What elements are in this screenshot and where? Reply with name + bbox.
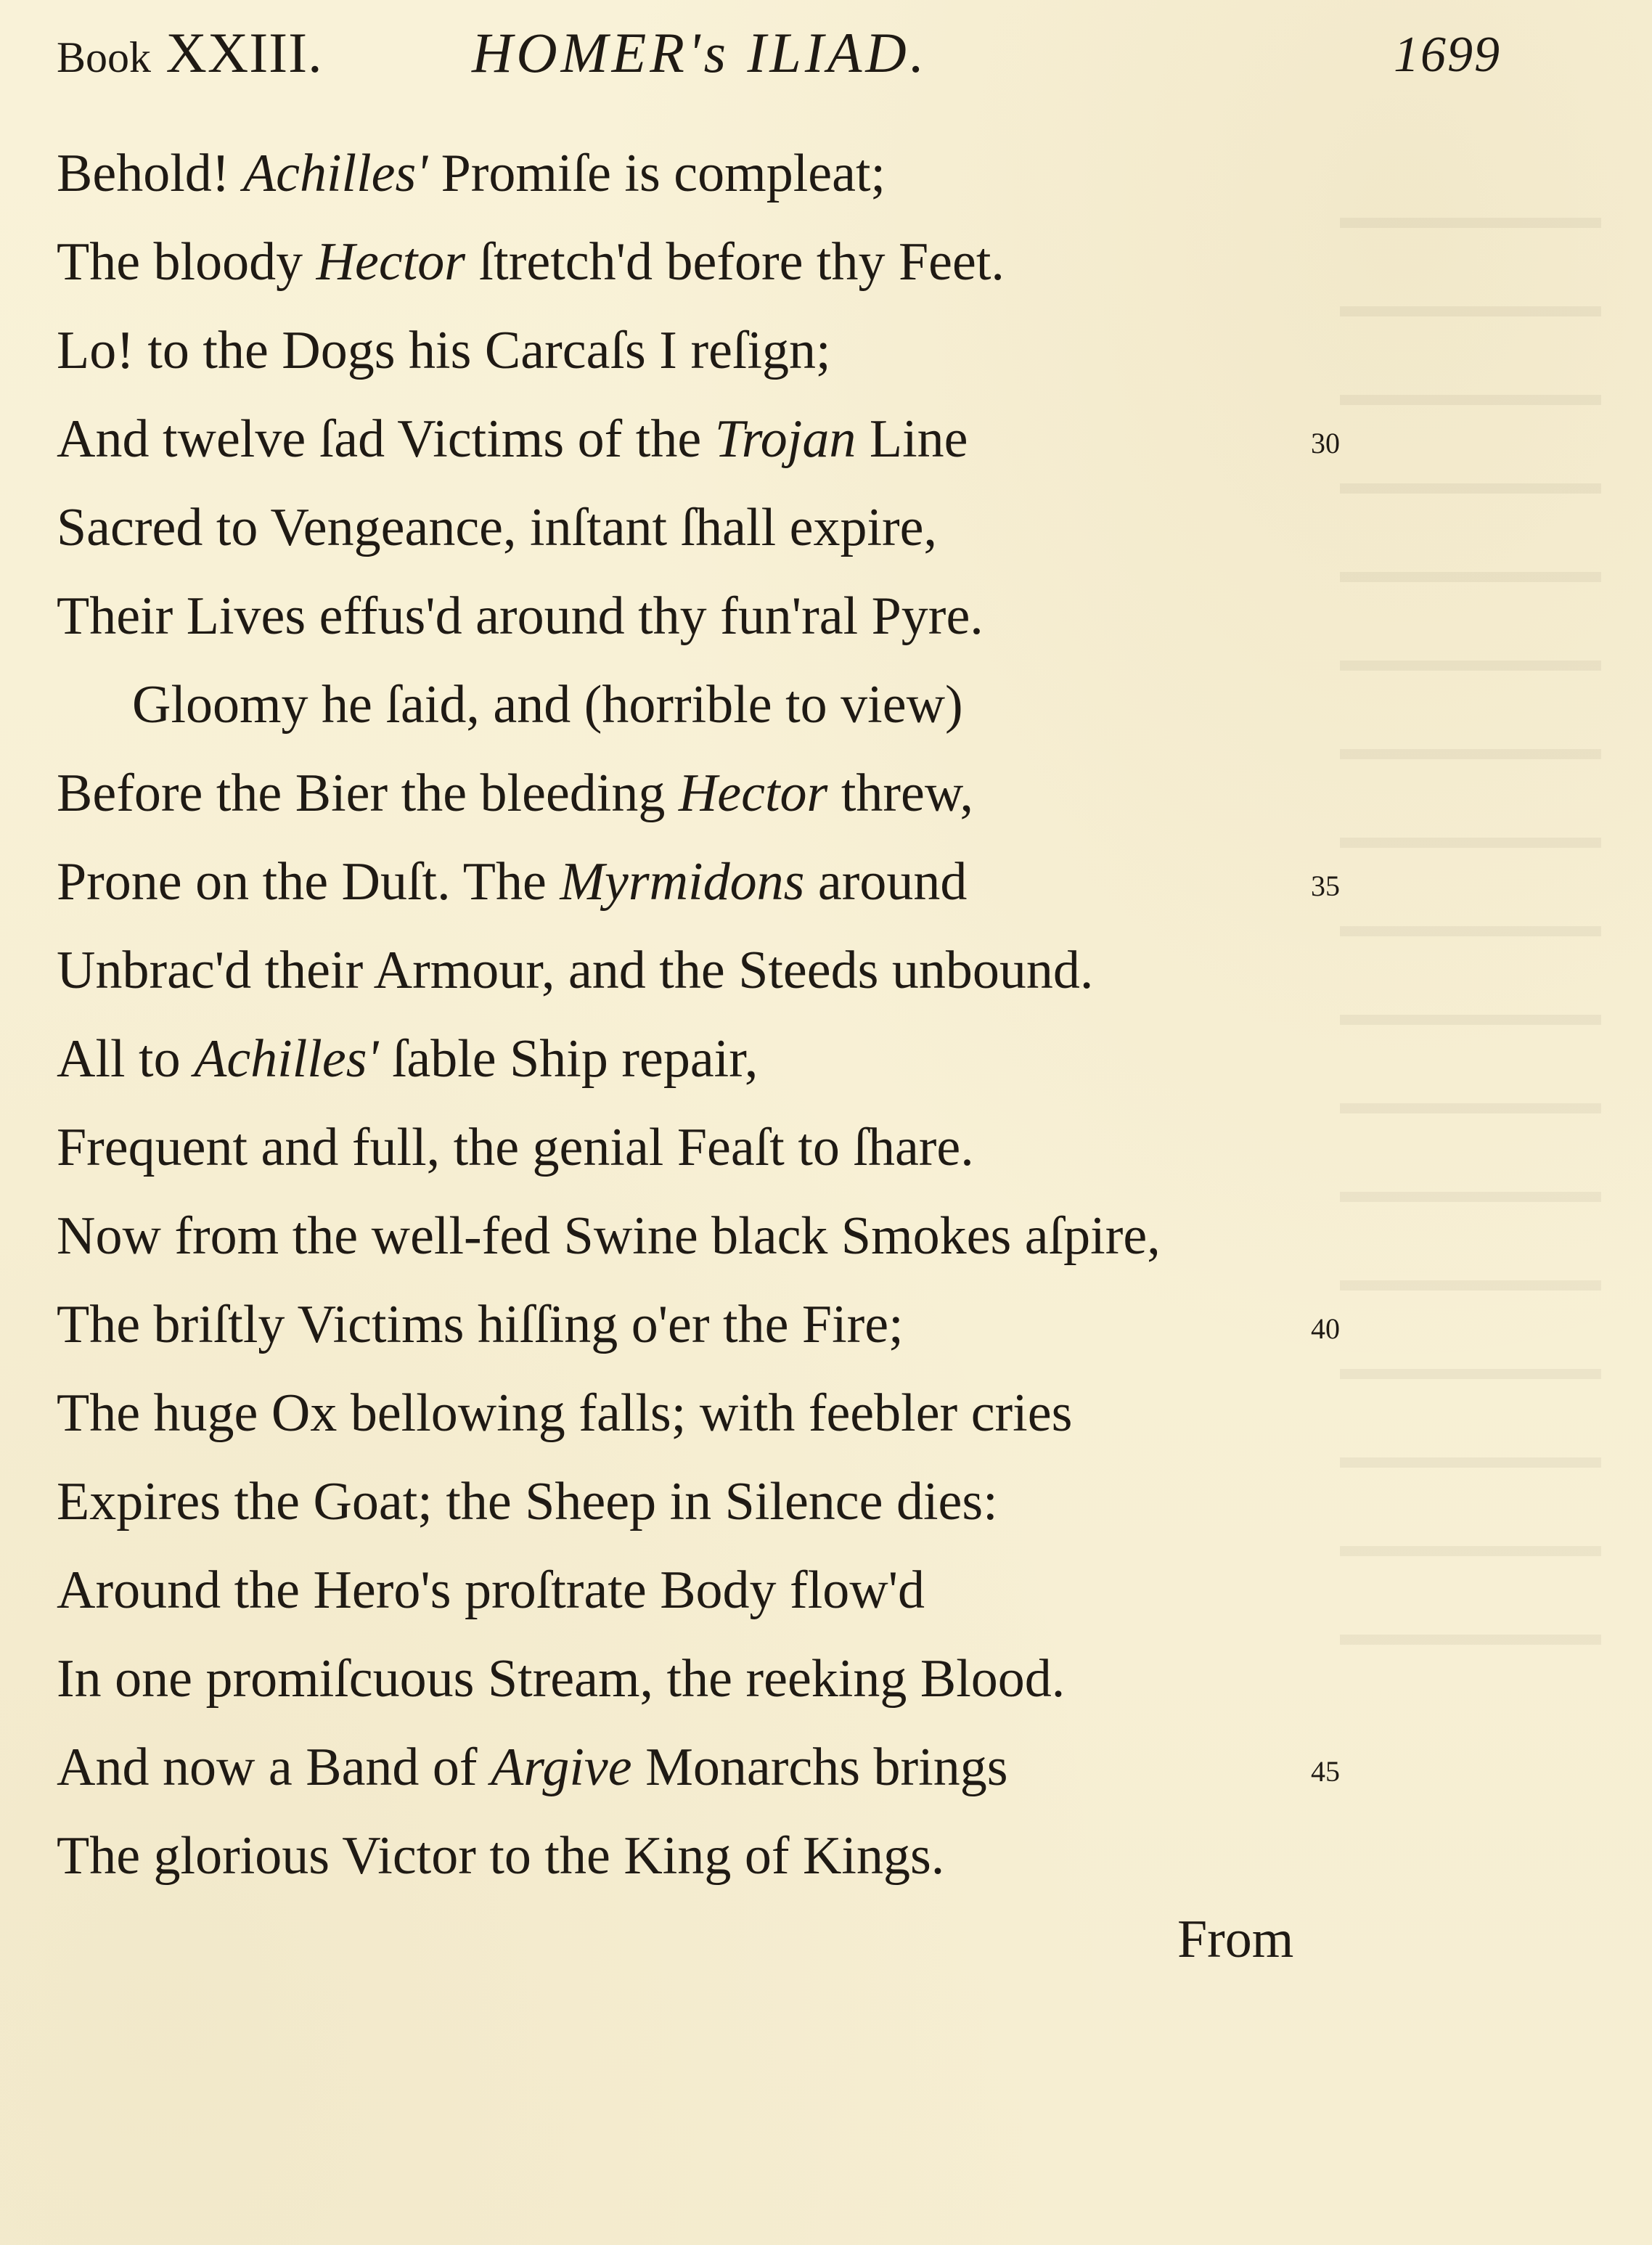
verse-line-text — [57, 1561, 925, 1620]
verse-line-text — [57, 1118, 974, 1177]
verse-segment: Lo! to the Dogs his Carcaſs I reſign; — [57, 321, 831, 380]
line-number: 35 — [1311, 870, 1340, 902]
book-label: Book — [57, 33, 152, 81]
verse-line — [57, 1457, 1334, 1546]
verse-line — [57, 661, 1334, 749]
verse-line — [57, 1812, 1334, 1900]
italic-name: Achilles' — [242, 144, 428, 203]
verse-segment: Unbrac'd their Armour, and the Steeds unbound. — [57, 941, 1094, 1000]
italic-name: Hector — [316, 232, 466, 292]
verse-segment: Now from the well-fed Swine black Smokes aſpire, — [57, 1206, 1161, 1266]
verse-line-text — [57, 1826, 944, 1886]
verse-segment: The huge Ox bellowing falls; with feebler cries — [57, 1383, 1073, 1443]
verse-line-text — [57, 498, 937, 557]
verse-line — [57, 926, 1334, 1015]
verse-line-text — [57, 675, 963, 735]
verse-segment: Monarchs brings — [631, 1738, 1008, 1797]
verse-line-text — [57, 1295, 904, 1354]
verse-line-text — [57, 409, 968, 469]
verse-line-text — [57, 232, 1005, 292]
verse-segment: Behold! — [57, 144, 243, 203]
running-title: HOMER's ILIAD. — [472, 21, 928, 84]
verse-segment: In one promiſcuous Stream, the reeking Blood. — [57, 1649, 1066, 1709]
verse-line — [57, 1103, 1334, 1192]
italic-name: Achilles' — [194, 1029, 379, 1089]
verse-segment: The bloody — [57, 232, 316, 292]
verse-line-text — [57, 1738, 1008, 1797]
verse-line — [57, 218, 1334, 306]
verse-segment: Prone on the Duſt. The — [57, 852, 560, 912]
verse-line-text — [57, 852, 967, 912]
verse-line-text — [57, 1383, 1072, 1443]
verse-line — [57, 1192, 1334, 1280]
catchword: From — [1177, 1910, 1294, 1969]
verse-line-text — [57, 144, 886, 203]
verse-line — [57, 749, 1334, 838]
verse-segment: Line — [856, 409, 968, 469]
line-number: 30 — [1311, 427, 1340, 459]
bleed-through-text — [1340, 167, 1601, 1691]
verse-line — [57, 483, 1334, 572]
verse-line — [57, 1280, 1340, 1369]
poem-text — [57, 129, 1340, 1900]
line-number: 45 — [1311, 1755, 1340, 1788]
verse-segment: Expires the Goat; the Sheep in Silence dies: — [57, 1472, 998, 1532]
page-number: 1699 — [1394, 27, 1501, 83]
verse-line-text — [57, 764, 973, 823]
verse-line — [57, 1369, 1334, 1457]
verse-segment: The briſtly Victims hiſſing o'er the Fire; — [57, 1295, 904, 1354]
verse-line-text — [57, 1472, 998, 1532]
book-roman-numeral: XXIII. — [165, 21, 323, 84]
italic-name: Myrmidons — [560, 852, 805, 912]
verse-segment: ſtretch'd before thy Feet. — [465, 232, 1005, 292]
verse-segment: Their Lives effus'd around thy fun'ral Pyre. — [57, 586, 984, 646]
verse-line — [57, 306, 1334, 395]
verse-line-text — [57, 586, 984, 646]
verse-line — [57, 1635, 1334, 1723]
verse-line — [57, 838, 1340, 926]
verse-segment: Before the Bier the bleeding — [57, 764, 679, 823]
verse-segment: Around the Hero's proſtrate Body flow'd — [57, 1561, 925, 1620]
italic-name: Argive — [491, 1738, 632, 1797]
verse-segment: The glorious Victor to the King of Kings. — [57, 1826, 945, 1886]
verse-line — [57, 1723, 1340, 1812]
verse-line — [57, 1546, 1334, 1635]
book-number — [57, 20, 323, 86]
verse-segment: around — [804, 852, 968, 912]
verse-segment: Sacred to Vengeance, inſtant ſhall expire, — [57, 498, 938, 557]
line-number: 40 — [1311, 1312, 1340, 1345]
verse-segment: ſable Ship repair, — [378, 1029, 758, 1089]
verse-line — [57, 572, 1334, 661]
verse-line-text — [57, 1029, 758, 1089]
running-header — [57, 20, 1501, 107]
italic-name: Trojan — [714, 409, 856, 469]
verse-segment: Gloomy he ſaid, and (horrible to view) — [132, 675, 963, 735]
verse-line-text — [57, 941, 1093, 1000]
verse-line — [57, 395, 1340, 483]
verse-line — [57, 1015, 1334, 1103]
verse-segment: threw, — [827, 764, 974, 823]
verse-line-text — [57, 1206, 1161, 1266]
verse-segment: And twelve ſad Victims of the — [57, 409, 715, 469]
verse-segment: All to — [57, 1029, 195, 1089]
verse-line-text — [57, 1649, 1065, 1709]
verse-line — [57, 129, 1334, 218]
verse-segment: And now a Band of — [57, 1738, 491, 1797]
italic-name: Hector — [678, 764, 828, 823]
verse-segment: Frequent and full, the genial Feaſt to ſhare. — [57, 1118, 974, 1177]
verse-line-text — [57, 321, 831, 380]
verse-segment: Promiſe is compleat; — [428, 144, 886, 203]
